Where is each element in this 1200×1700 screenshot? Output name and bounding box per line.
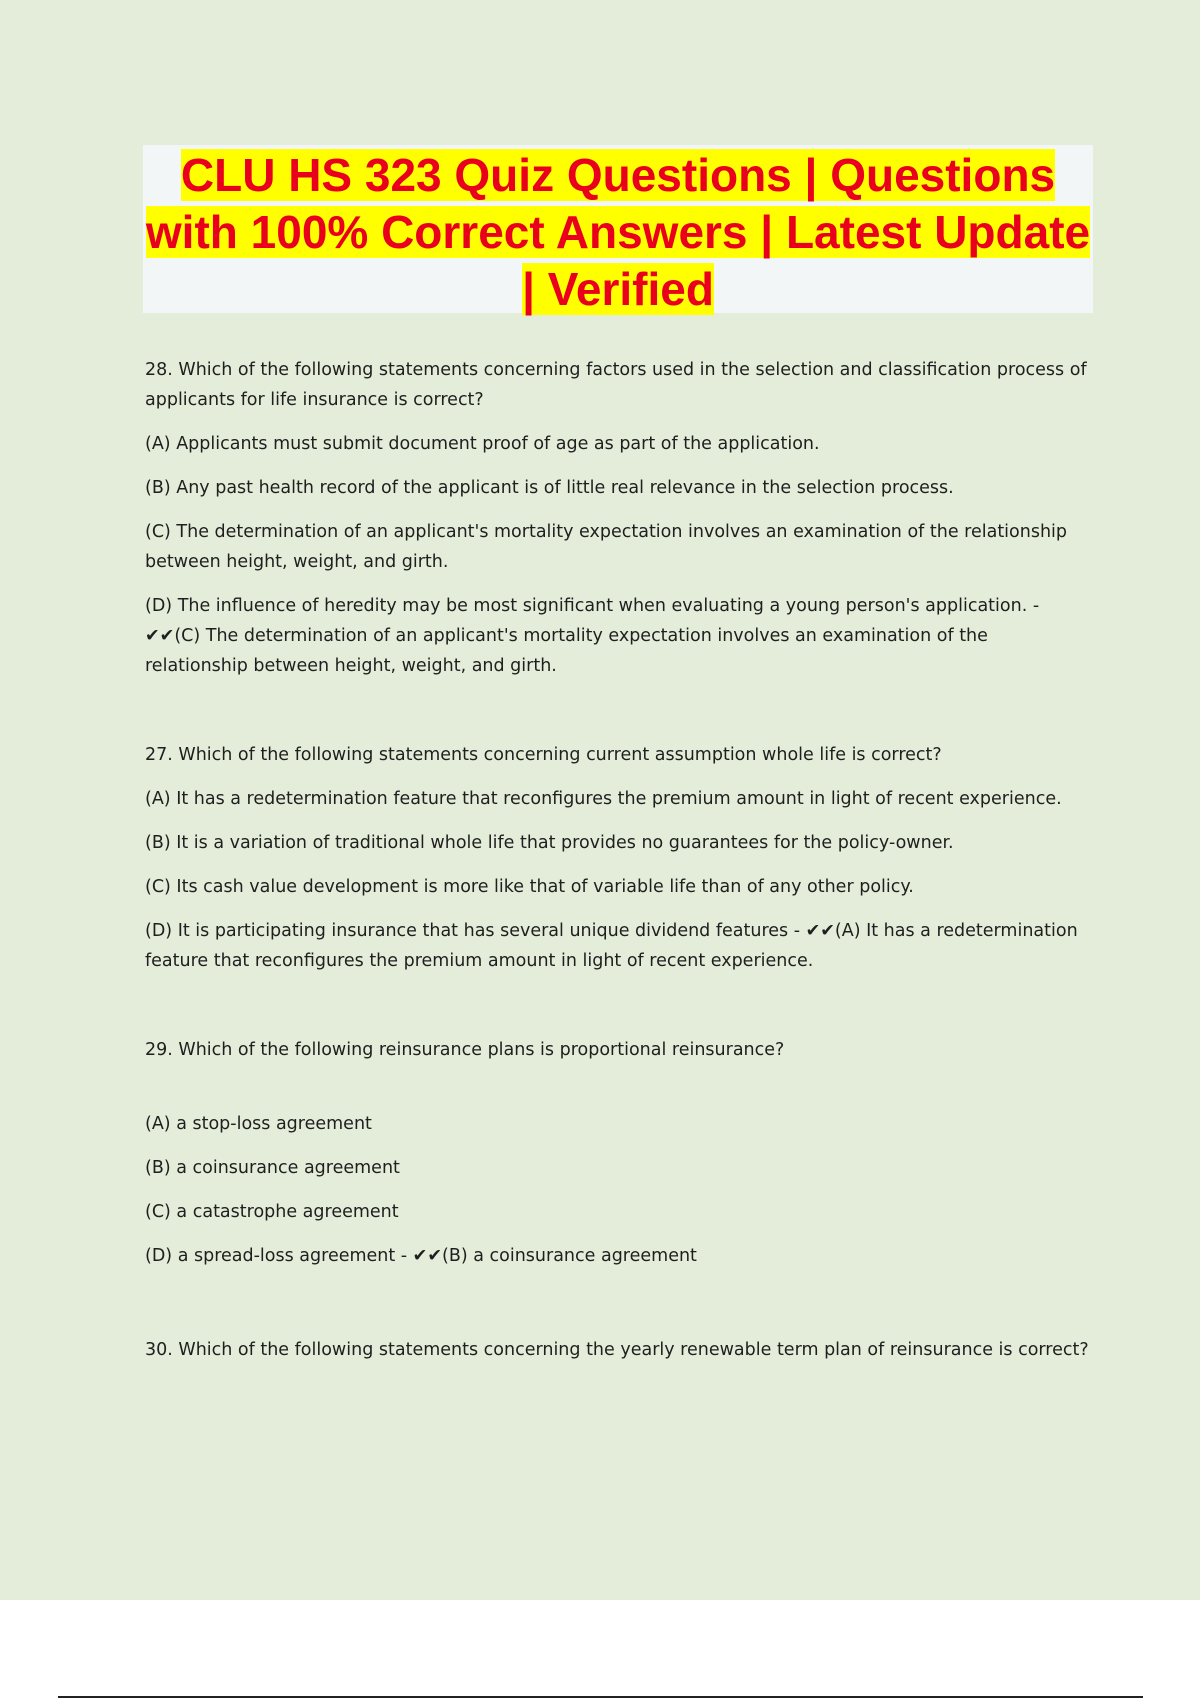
option-b: (B) a coinsurance agreement (145, 1158, 400, 1178)
question-list (145, 355, 1095, 1379)
option-d-with-answer: (D) It is participating insurance that has several unique dividend features - ✔✔(A) It has a redetermination feature that reconfigures the premium amount in light of recent experience. (145, 921, 1078, 971)
question-stem: 27. Which of the following statements concerning current assumption whole life is correct? (145, 745, 942, 765)
spacer (145, 695, 1095, 740)
option-c: (C) The determination of an applicant's mortality expectation involves an examination of the relationship between height, weight, and girth. (145, 522, 1068, 572)
question-stem: 29. Which of the following reinsurance plans is proportional reinsurance? (145, 1040, 785, 1060)
option-d-with-answer: (D) The influence of heredity may be most significant when evaluating a young person's application. - ✔✔(C) The determination of an applicant's mortality expectation involves an examination of the relationship between height, weight, and girth. (145, 596, 1040, 676)
question-30 (145, 1335, 1095, 1365)
option-c: (C) Its cash value development is more like that of variable life than of any other policy. (145, 877, 914, 897)
spacer (145, 990, 1095, 1035)
question-stem: 28. Which of the following statements concerning factors used in the selection and classification process of applicants for life insurance is correct? (145, 360, 1087, 410)
footer-divider (58, 1696, 1143, 1698)
option-a: (A) a stop-loss agreement (145, 1114, 372, 1134)
option-c: (C) a catastrophe agreement (145, 1202, 399, 1222)
option-a: (A) It has a redetermination feature that reconfigures the premium amount in light of recent experience. (145, 789, 1062, 809)
option-b: (B) Any past health record of the applicant is of little real relevance in the selection process. (145, 478, 954, 498)
title-banner (143, 145, 1093, 313)
option-a: (A) Applicants must submit document proof of age as part of the application. (145, 434, 820, 454)
option-b: (B) It is a variation of traditional whole life that provides no guarantees for the policy-owner. (145, 833, 954, 853)
question-28 (145, 355, 1095, 681)
option-d-with-answer: (D) a spread-loss agreement - ✔✔(B) a coinsurance agreement (145, 1246, 697, 1266)
spacer (145, 1079, 1095, 1109)
question-29 (145, 1035, 1095, 1271)
question-stem: 30. Which of the following statements concerning the yearly renewable term plan of reinsurance is correct? (145, 1340, 1089, 1360)
spacer (145, 1285, 1095, 1335)
question-27 (145, 740, 1095, 976)
document-title: CLU HS 323 Quiz Questions | Questions with 100% Correct Answers | Latest Update | Verified (145, 149, 1091, 315)
